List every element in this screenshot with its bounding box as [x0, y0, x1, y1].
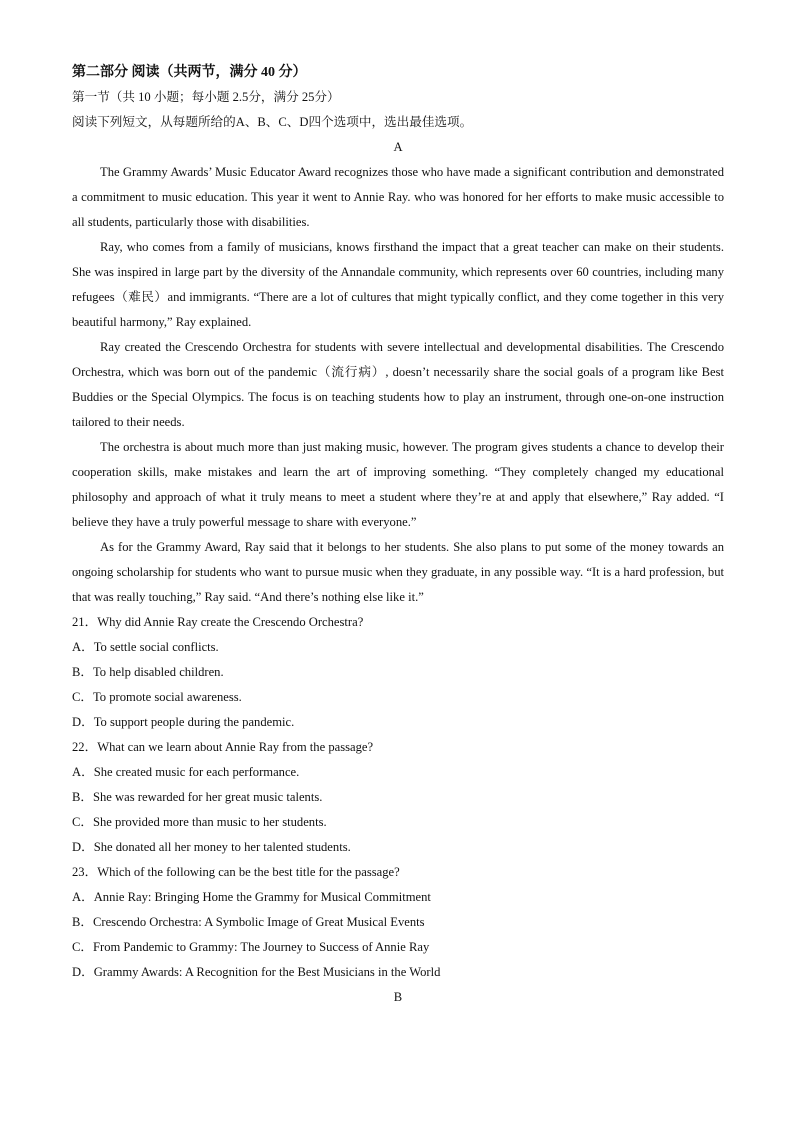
- answer-option[interactable]: B．Crescendo Orchestra: A Symbolic Image of Great Musical Events: [72, 915, 425, 929]
- section-instruction: 阅读下列短文，从每题所给的A、B、C、D四个选项中，选出最佳选项。: [72, 115, 473, 129]
- answer-option[interactable]: A．She created music for each performance.: [72, 765, 300, 779]
- question-22: [72, 735, 724, 860]
- question-stem: 21．Why did Annie Ray create the Crescendo Orchestra?: [72, 615, 364, 629]
- section-title: 第二部分 阅读（共两节，满分 40 分）: [72, 65, 307, 80]
- answer-option[interactable]: C．From Pandemic to Grammy: The Journey to Success of Annie Ray: [72, 940, 430, 954]
- passage-a-paragraph-2: Ray, who comes from a family of musicians, knows firsthand the impact that a great teacher can make on their students. She was inspired in large part by the diversity of the Annandale community, which represents over 60 countries, including many refugees（难民）and immigrants. “There are a lot of cultures that might typically conflict, and they come together in this very beautiful harmony,” Ray explained.: [72, 240, 724, 329]
- exam-page: [72, 60, 724, 1010]
- section-subtitle: 第一节（共 10 小题；每小题 2.5分，满分 25分）: [72, 90, 340, 104]
- passage-a-paragraph-1: The Grammy Awards’ Music Educator Award recognizes those who have made a significant contribution and demonstrated a commitment to music education. This year it went to Annie Ray. who was honored for her efforts to make music accessible to all students, particularly those with disabilities.: [72, 165, 724, 229]
- answer-option[interactable]: C．She provided more than music to her students.: [72, 815, 327, 829]
- answer-option[interactable]: B．To help disabled children.: [72, 665, 224, 679]
- passage-b-label: B: [393, 990, 403, 1004]
- passage-a-label: A: [393, 140, 403, 154]
- passage-a-paragraph-3: Ray created the Crescendo Orchestra for students with severe intellectual and developmental disabilities. The Crescendo Orchestra, which was born out of the pandemic（流行病）, doesn’t necessarily share the social goals of a program like Best Buddies or the Special Olympics. The focus is on teaching students how to play an instrument, through one-on-one instruction tailored to their needs.: [72, 340, 724, 429]
- question-stem: 23．Which of the following can be the best title for the passage?: [72, 865, 400, 879]
- passage-a-paragraph-4: The orchestra is about much more than just making music, however. The program gives students a chance to develop their cooperation skills, make mistakes and learn the art of improving something. “They completely changed my educational philosophy and approach of what it truly means to meet a student where they’re at and apply that elsewhere,” Ray added. “I believe they have a truly powerful message to share with everyone.”: [72, 440, 724, 529]
- question-21: [72, 610, 724, 735]
- answer-option[interactable]: D．To support people during the pandemic.: [72, 715, 295, 729]
- question-23: [72, 860, 724, 985]
- passage-a-paragraph-5: As for the Grammy Award, Ray said that it belongs to her students. She also plans to put some of the money towards an ongoing scholarship for students who want to pursue music when they graduate, in any possible way. “It is a hard profession, but that was really touching,” Ray said. “And there’s nothing else like it.”: [72, 540, 724, 604]
- answer-option[interactable]: D．She donated all her money to her talented students.: [72, 840, 351, 854]
- answer-option[interactable]: A．To settle social conflicts.: [72, 640, 219, 654]
- answer-option[interactable]: A．Annie Ray: Bringing Home the Grammy for Musical Commitment: [72, 890, 431, 904]
- answer-option[interactable]: B．She was rewarded for her great music talents.: [72, 790, 323, 804]
- question-stem: 22．What can we learn about Annie Ray from the passage?: [72, 740, 374, 754]
- answer-option[interactable]: D．Grammy Awards: A Recognition for the Best Musicians in the World: [72, 965, 441, 979]
- answer-option[interactable]: C．To promote social awareness.: [72, 690, 242, 704]
